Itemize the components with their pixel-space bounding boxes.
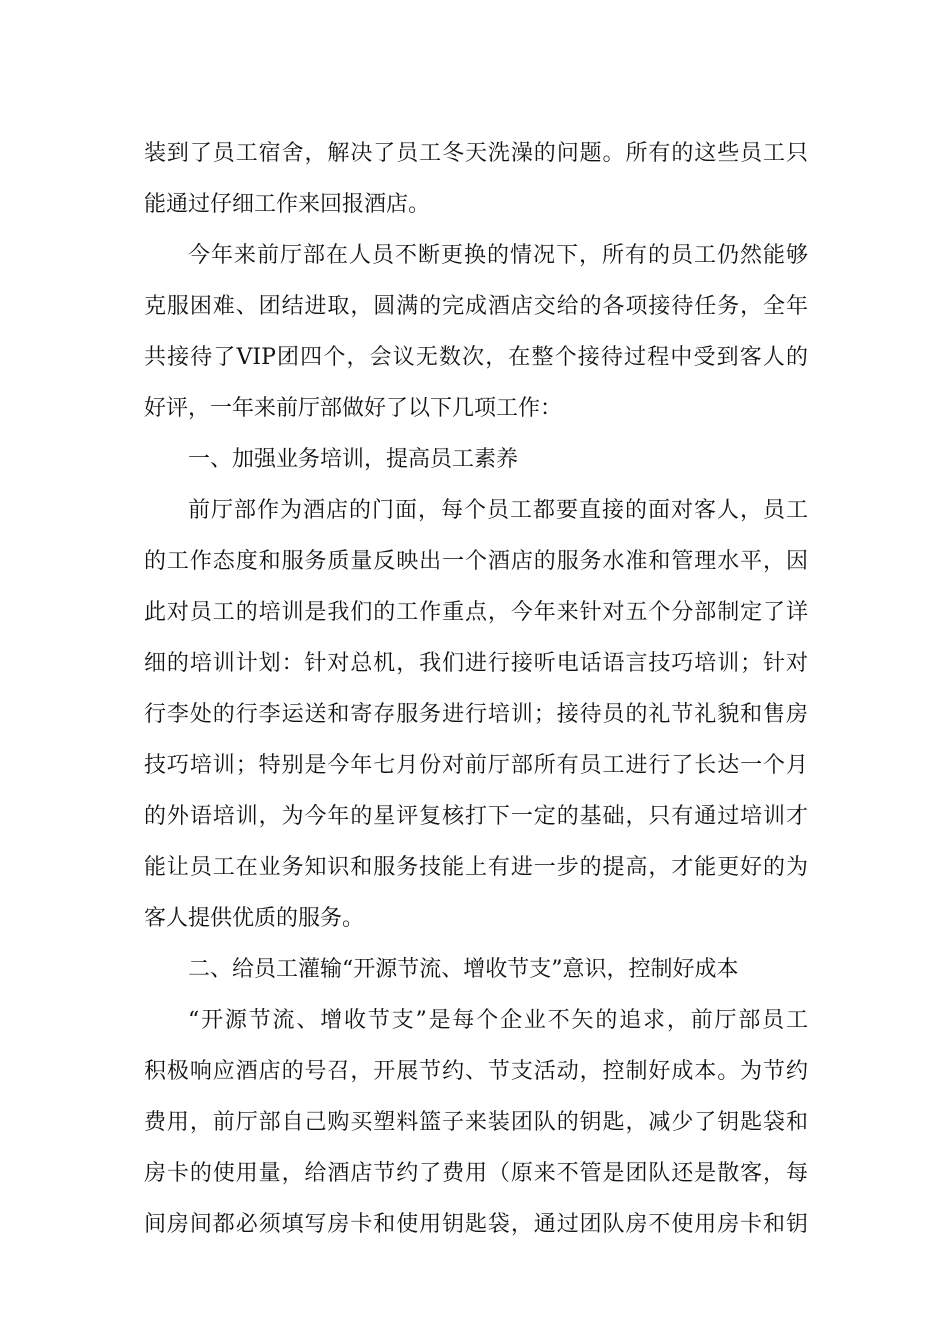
text-line: 间房间都必须填写房卡和使用钥匙袋，通过团队房不使用房卡和钥 xyxy=(144,1212,808,1237)
text-line: 共接待了VIP团四个，会议无数次，在整个接待过程中受到客人的 xyxy=(144,345,808,370)
text-line: 装到了员工宿舍，解决了员工冬天洗澡的问题。所有的这些员工只 xyxy=(144,141,808,166)
text-line: 此对员工的培训是我们的工作重点，今年来针对五个分部制定了详 xyxy=(144,600,808,625)
text-line: 费用，前厅部自己购买塑料篮子来装团队的钥匙，减少了钥匙袋和 xyxy=(144,1110,808,1135)
text-line: 今年来前厅部在人员不断更换的情况下，所有的员工仍然能够 xyxy=(188,243,808,268)
text-line: 技巧培训；特别是今年七月份对前厅部所有员工进行了长达一个月 xyxy=(144,753,808,778)
text-line: 二、给员工灌输“开源节流、增收节支”意识，控制好成本 xyxy=(188,957,739,982)
text-line: 的外语培训，为今年的星评复核打下一定的基础，只有通过培训才 xyxy=(144,804,808,829)
document-body xyxy=(144,128,808,1250)
text-line: 克服困难、团结进取，圆满的完成酒店交给的各项接待任务，全年 xyxy=(144,294,808,319)
text-line: 行李处的行李运送和寄存服务进行培训；接待员的礼节礼貌和售房 xyxy=(144,702,808,727)
text-line: 的工作态度和服务质量反映出一个酒店的服务水准和管理水平，因 xyxy=(144,549,808,574)
text-line: 能让员工在业务知识和服务技能上有进一步的提高，才能更好的为 xyxy=(144,855,808,880)
text-line: “开源节流、增收节支”是每个企业不矢的追求，前厅部员工 xyxy=(188,1008,808,1033)
text-line: 客人提供优质的服务。 xyxy=(144,906,365,931)
text-line: 能通过仔细工作来回报酒店。 xyxy=(144,192,431,217)
text-line: 一、加强业务培训，提高员工素养 xyxy=(188,447,519,472)
text-line: 前厅部作为酒店的门面，每个员工都要直接的面对客人，员工 xyxy=(188,498,808,523)
text-line: 积极响应酒店的号召，开展节约、节支活动，控制好成本。为节约 xyxy=(144,1059,808,1084)
text-line: 细的培训计划：针对总机，我们进行接听电话语言技巧培训；针对 xyxy=(144,651,808,676)
text-line: 好评，一年来前厅部做好了以下几项工作： xyxy=(144,396,563,421)
text-line: 房卡的使用量，给酒店节约了费用（原来不管是团队还是散客，每 xyxy=(144,1161,808,1186)
